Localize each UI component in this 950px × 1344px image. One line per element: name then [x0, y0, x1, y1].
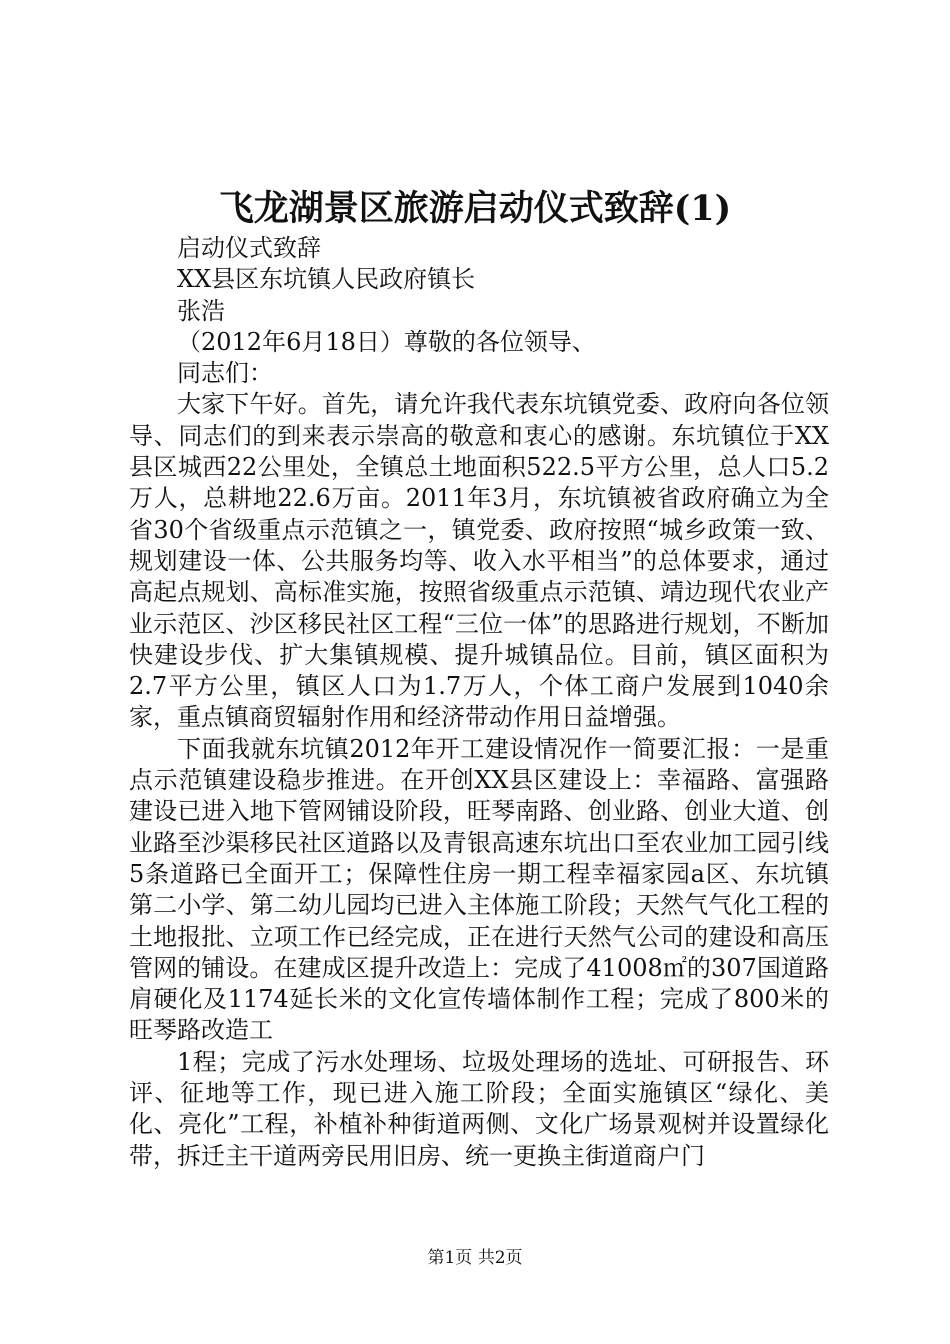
header-line-speaker-title: XX县区东坑镇人民政府镇长: [177, 265, 476, 294]
document-body: [129, 233, 829, 1172]
paragraph-continued: 1程；完成了污水处理场、垃圾处理场的选址、可研报告、环评、征地等工作，现已进入施工阶段；全面实施镇区“绿化、美化、亮化”工程，补植补种街道两侧、文化广场景观树并设置绿化带，拆迁主干道两旁民用旧房、统一更换主街道商户门: [129, 1047, 829, 1170]
header-line-date-salutation: （2012年6月18日）尊敬的各位领导、: [177, 327, 596, 356]
header-line-salutation: 同志们：: [177, 359, 273, 388]
page-footer: 第1页 共2页: [427, 1248, 523, 1268]
paragraph-report: 下面我就东坑镇2012年开工建设情况作一简要汇报：一是重点示范镇建设稳步推进。在开创XX县区建设上：幸福路、富强路建设已进入地下管网铺设阶段，旺琴南路、创业路、创业大道、创业路至沙渠移民社区道路以及青银高速东坑出口至农业加工园引线5条道路已全面开工；保障性住房一期工程幸福家园a区、东坑镇第二小学、第二幼儿园均已进入主体施工阶段；天然气气化工程的土地报批、立项工作已经完成，正在进行天然气公司的建设和高压管网的铺设。在建成区提升改造上：完成了41008㎡的307国道路肩硬化及1174延长米的文化宣传墙体制作工程；完成了800米的旺琴路改造工: [129, 734, 829, 1045]
document-title: 飞龙湖景区旅游启动仪式致辞(1): [218, 188, 732, 229]
header-line-occasion: 启动仪式致辞: [177, 234, 321, 262]
header-line-speaker-name: 张浩: [177, 296, 225, 325]
paragraph-intro: 大家下午好。首先，请允许我代表东坑镇党委、政府向各位领导、同志们的到来表示崇高的敬意和衷心的感谢。东坑镇位于XX县区城西22公里处，全镇总土地面积522.5平方公里，总人口5.2万人，总耕地22.6万亩。2011年3月，东坑镇被省政府确立为全省30个省级重点示范镇之一，镇党委、政府按照“城乡政策一致、规划建设一体、公共服务均等、收入水平相当”的总体要求，通过高起点规划、高标准实施，按照省级重点示范镇、靖边现代农业产业示范区、沙区移民社区工程“三位一体”的思路进行规划，不断加快建设步伐、扩大集镇规模、提升城镇品位。目前，镇区面积为2.7平方公里，镇区人口为1.7万人，个体工商户发展到1040余家，重点镇商贸辐射作用和经济带动作用日益增强。: [129, 390, 829, 732]
